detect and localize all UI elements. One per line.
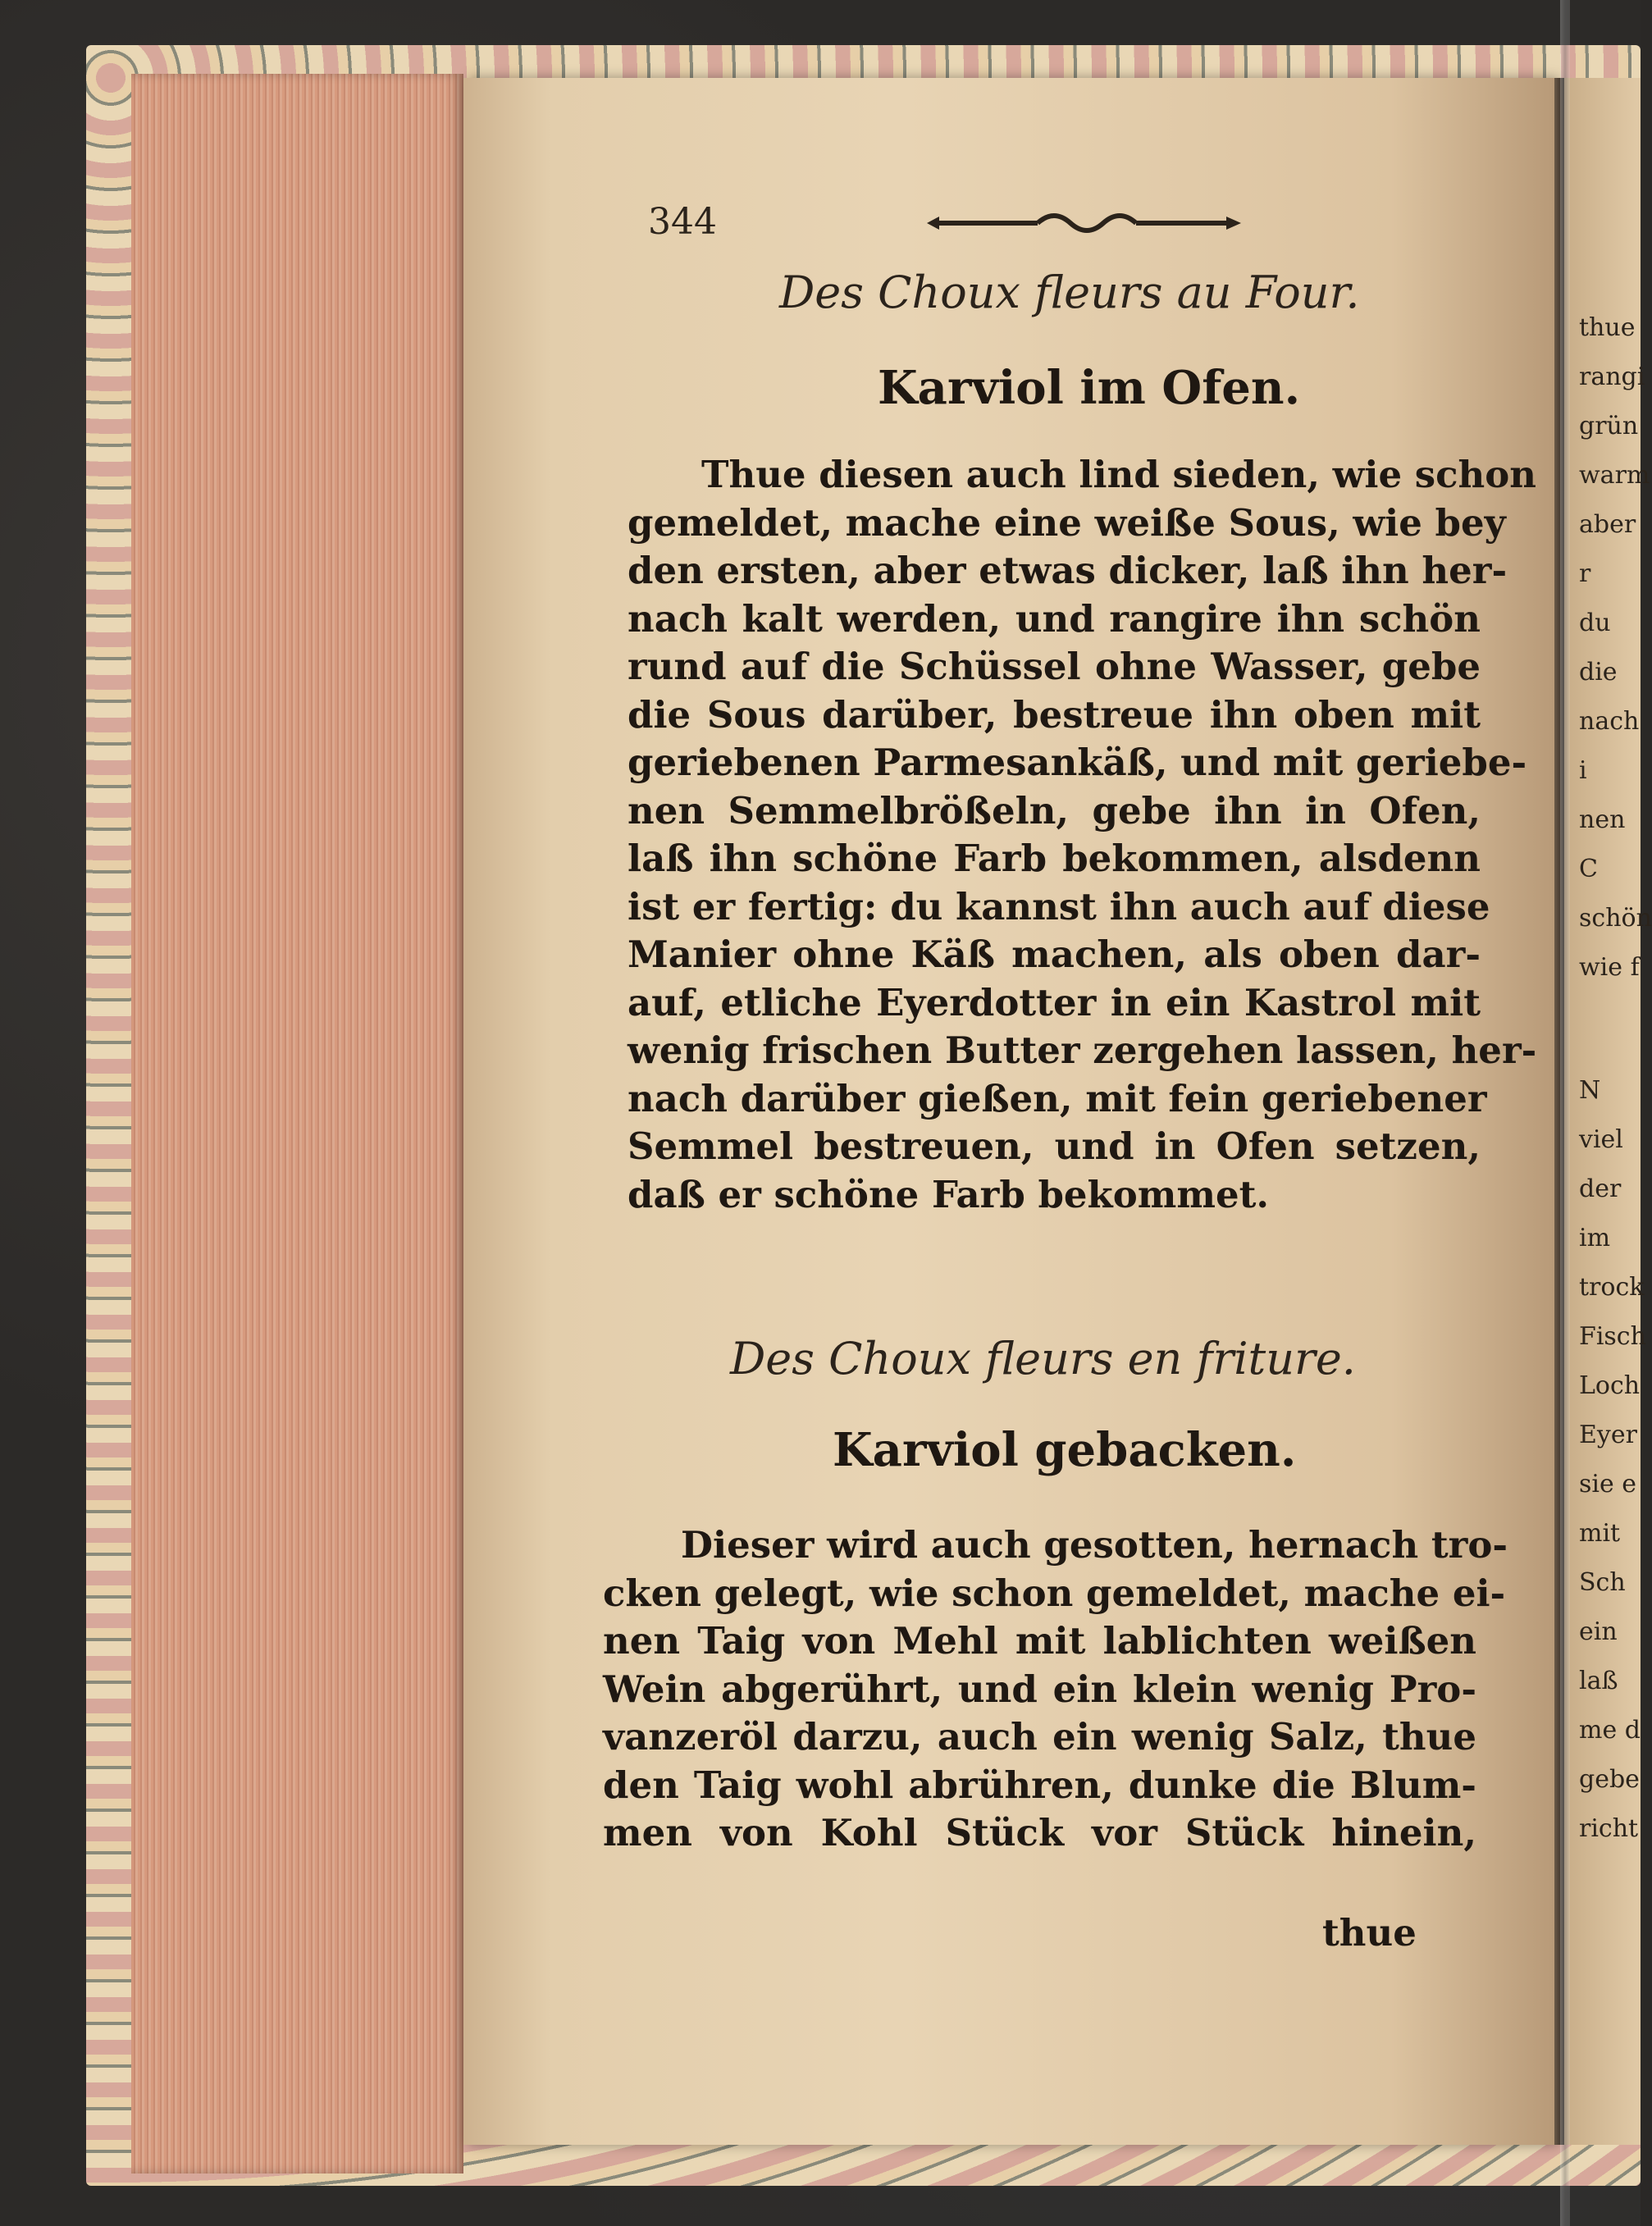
next-page-word: Sch (1579, 1568, 1626, 1597)
next-page-word: warm (1579, 461, 1650, 490)
next-page-word: gebe (1579, 1765, 1640, 1794)
next-page-word: ein (1579, 1617, 1618, 1646)
next-page-word: laß (1579, 1667, 1618, 1695)
text-line: geriebenen Parmesankäß, und mit geriebe- (627, 741, 1527, 784)
next-page-word: Fisch (1579, 1322, 1646, 1351)
next-page-word: mit (1579, 1519, 1621, 1548)
next-page-word: im (1579, 1224, 1611, 1252)
text-line: die Sous darüber, bestreue ihn oben mit (627, 692, 1481, 737)
catchword: thue (1322, 1911, 1417, 1955)
text-line: wenig frischen Butter zergehen lassen, her- (627, 1029, 1537, 1072)
next-page-word: thue (1579, 313, 1636, 342)
page-edges (131, 74, 463, 2174)
next-page-word: aber r (1579, 510, 1636, 588)
next-page-word: wie f (1579, 953, 1640, 982)
text-line: den Taig wohl abrühren, dunke die Blum- (603, 1763, 1476, 1807)
ornament (923, 207, 1243, 239)
next-page-word: schön (1579, 904, 1652, 933)
section1-paragraph (627, 451, 1537, 1219)
next-page-word: nach i (1579, 707, 1640, 785)
next-page-word: N (1579, 1076, 1601, 1105)
text-line: Semmel bestreuen, und in Ofen setzen, (627, 1124, 1481, 1168)
next-page-word: sie e (1579, 1470, 1637, 1498)
text-line: nen Semmelbrößeln, gebe ihn in Ofen, (627, 788, 1481, 832)
text-line: auf, etliche Eyerdotter in ein Kastrol mit (627, 980, 1481, 1024)
section1-french-title: Des Choux fleurs au Four. (779, 267, 1360, 318)
next-page-word: du die (1579, 609, 1618, 687)
text-line: nach darüber gießen, mit fein geriebener (627, 1076, 1487, 1120)
text-line: cken gelegt, wie schon gemeldet, mache ei- (603, 1571, 1506, 1615)
text-line: den ersten, aber etwas dicker, laß ihn her- (627, 549, 1508, 592)
text-line: men von Kohl Stück vor Stück hinein, (603, 1811, 1476, 1854)
next-page-word: richt (1579, 1814, 1639, 1843)
section2-french-title: Des Choux fleurs en friture. (730, 1333, 1356, 1384)
next-page-word: grün (1579, 412, 1639, 440)
text-line: vanzeröl darzu, auch ein wenig Salz, thue (603, 1715, 1476, 1758)
next-page-word: trock (1579, 1273, 1645, 1302)
section1-german-title: Karviol im Ofen. (878, 361, 1301, 415)
next-page-word: me d (1579, 1716, 1641, 1745)
section2-paragraph (603, 1521, 1508, 1858)
next-page-word: rangi (1579, 363, 1645, 391)
text-line: ist er fertig: du kannst ihn auch auf diese (627, 884, 1490, 928)
section2-german-title: Karviol gebacken. (833, 1423, 1297, 1477)
next-page-word: der (1579, 1175, 1622, 1203)
next-page-word: Eyer (1579, 1421, 1637, 1449)
text-line: nach kalt werden, und rangire ihn schön (627, 596, 1481, 641)
text-line: Thue diesen auch lind sieden, wie schon (701, 453, 1536, 496)
page-holder-rod (1560, 0, 1570, 2226)
text-line: daß er schöne Farb bekommet. (627, 1172, 1270, 1216)
page-number: 344 (648, 201, 717, 243)
next-page-word: viel (1579, 1125, 1623, 1154)
text-line: Dieser wird auch gesotten, hernach tro- (681, 1523, 1508, 1567)
next-page-word: nen C (1579, 805, 1626, 883)
next-page-word: Loch (1579, 1371, 1641, 1400)
next-page-text-bottom (1579, 1066, 1645, 1854)
text-line: Manier ohne Käß machen, als oben dar- (627, 933, 1481, 976)
text-line: gemeldet, mache eine weiße Sous, wie bey (627, 500, 1506, 545)
text-line: rund auf die Schüssel ohne Wasser, gebe (627, 645, 1481, 688)
next-page-text-top (1579, 303, 1652, 992)
text-line: nen Taig von Mehl mit lablichten weißen (603, 1619, 1476, 1663)
text-line: laß ihn schöne Farb bekommen, alsdenn (627, 837, 1481, 880)
text-line: Wein abgerührt, und ein klein wenig Pro- (603, 1667, 1476, 1711)
